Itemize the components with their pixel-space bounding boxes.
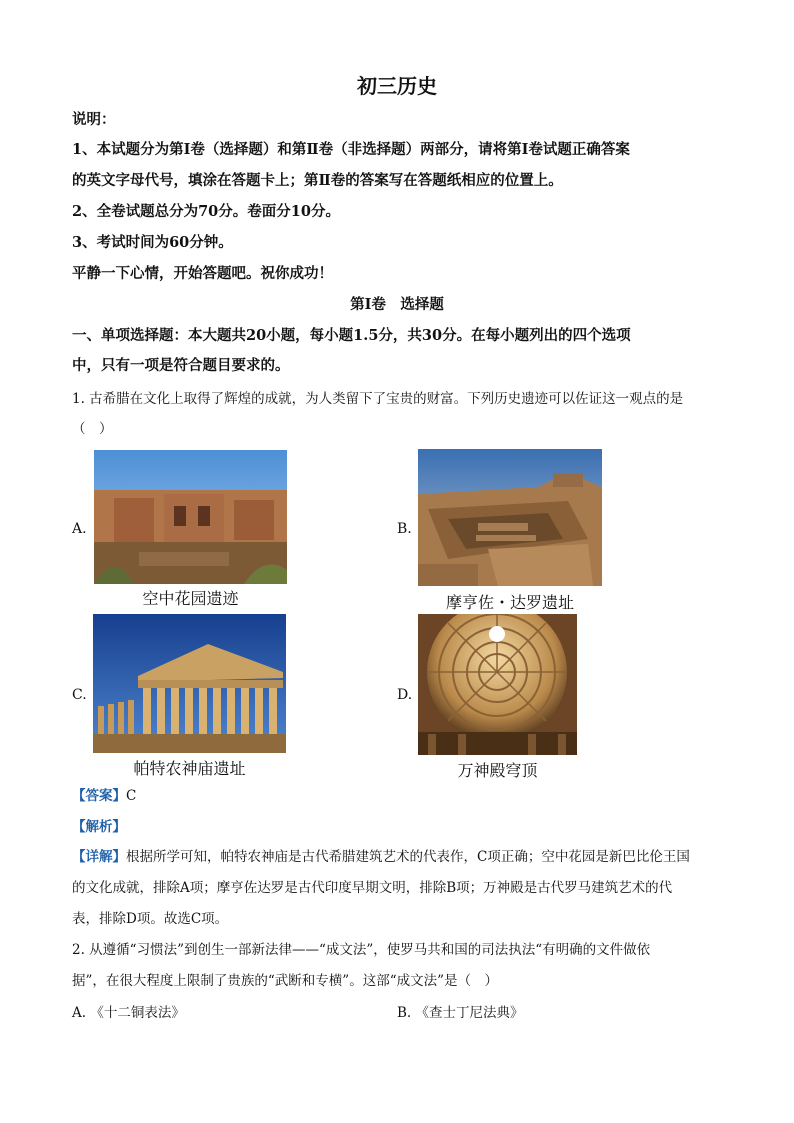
encouragement: 平静一下心情，开始答题吧。祝你成功！ <box>72 265 333 282</box>
section-title: 第Ⅰ卷 选择题 <box>350 296 444 313</box>
q1-option-c-caption: 帕特农神庙遗址 <box>133 759 246 778</box>
section-instruction-line-1: 一、单项选择题：本大题共20小题，每小题1.5分，共30分。在每小题列出的四个选项 <box>72 327 631 344</box>
q1-option-b-letter: B. <box>397 521 412 537</box>
analysis-label: 【解析】 <box>72 819 126 835</box>
q1-option-d-letter: D. <box>397 687 413 703</box>
q1-analysis-row <box>72 817 126 837</box>
instruction-1-line-2: 的英文字母代号，填涂在答题卡上；第Ⅱ卷的答案写在答题纸相应的位置上。 <box>72 172 563 189</box>
answer-label: 【答案】 <box>72 788 126 804</box>
q1-option-a-caption: 空中花园遗迹 <box>142 589 239 608</box>
q1-detail-line-2: 的文化成就，排除A项；摩亨佐达罗是古代印度早期文明，排除B项；万神殿是古代罗马建筑艺术的代 <box>72 880 673 896</box>
parthenon-image <box>93 614 286 753</box>
detail-text-1: 根据所学可知，帕特农神庙是古代希腊建筑艺术的代表作，C项正确；空中花园是新巴比伦王国 <box>126 849 690 865</box>
section-instruction-line-2: 中，只有一项是符合题目要求的。 <box>72 357 290 374</box>
instruction-3: 3、考试时间为60分钟。 <box>72 234 233 251</box>
instruction-2: 2、全卷试题总分为70分。卷面分10分。 <box>72 203 340 220</box>
q1-option-d-caption: 万神殿穹顶 <box>457 761 538 780</box>
q1-option-a-letter: A. <box>72 521 87 537</box>
page-title: 初三历史 <box>357 74 437 98</box>
q1-stem-line-2: （ ） <box>72 421 113 437</box>
hanging-gardens-image <box>94 450 287 584</box>
instruction-1-line-1: 1、本试题分为第Ⅰ卷（选择题）和第Ⅱ卷（非选择题）两部分，请将第Ⅰ卷试题正确答案 <box>72 141 630 158</box>
q2-option-a: A. 《十二铜表法》 <box>72 1005 185 1021</box>
q1-answer-row <box>72 786 136 806</box>
mohenjo-daro-image <box>418 449 602 586</box>
q1-option-b-caption: 摩亨佐・达罗遗址 <box>445 593 574 612</box>
answer-value: C <box>126 788 137 804</box>
q2-option-b: B. 《查士丁尼法典》 <box>397 1005 524 1021</box>
q1-detail-line-1 <box>72 847 690 867</box>
q1-detail-line-3: 表，排除D项。故选C项。 <box>72 911 229 927</box>
q1-option-c-letter: C. <box>72 687 87 703</box>
detail-label: 【详解】 <box>72 849 126 865</box>
q1-stem-line-1: 1. 古希腊在文化上取得了辉煌的成就，为人类留下了宝贵的财富。下列历史遗迹可以佐证这一观点的是 <box>72 391 684 407</box>
pantheon-dome-image <box>418 614 577 755</box>
instructions-heading: 说明： <box>72 111 116 128</box>
q2-stem-line-1: 2. 从遵循“习惯法”到创生一部新法律——“成文法”，使罗马共和国的司法执法“有明确的文件做依 <box>72 942 651 958</box>
q2-stem-line-2: 据”，在很大程度上限制了贵族的“武断和专横”。这部“成文法”是（ ） <box>72 973 499 989</box>
